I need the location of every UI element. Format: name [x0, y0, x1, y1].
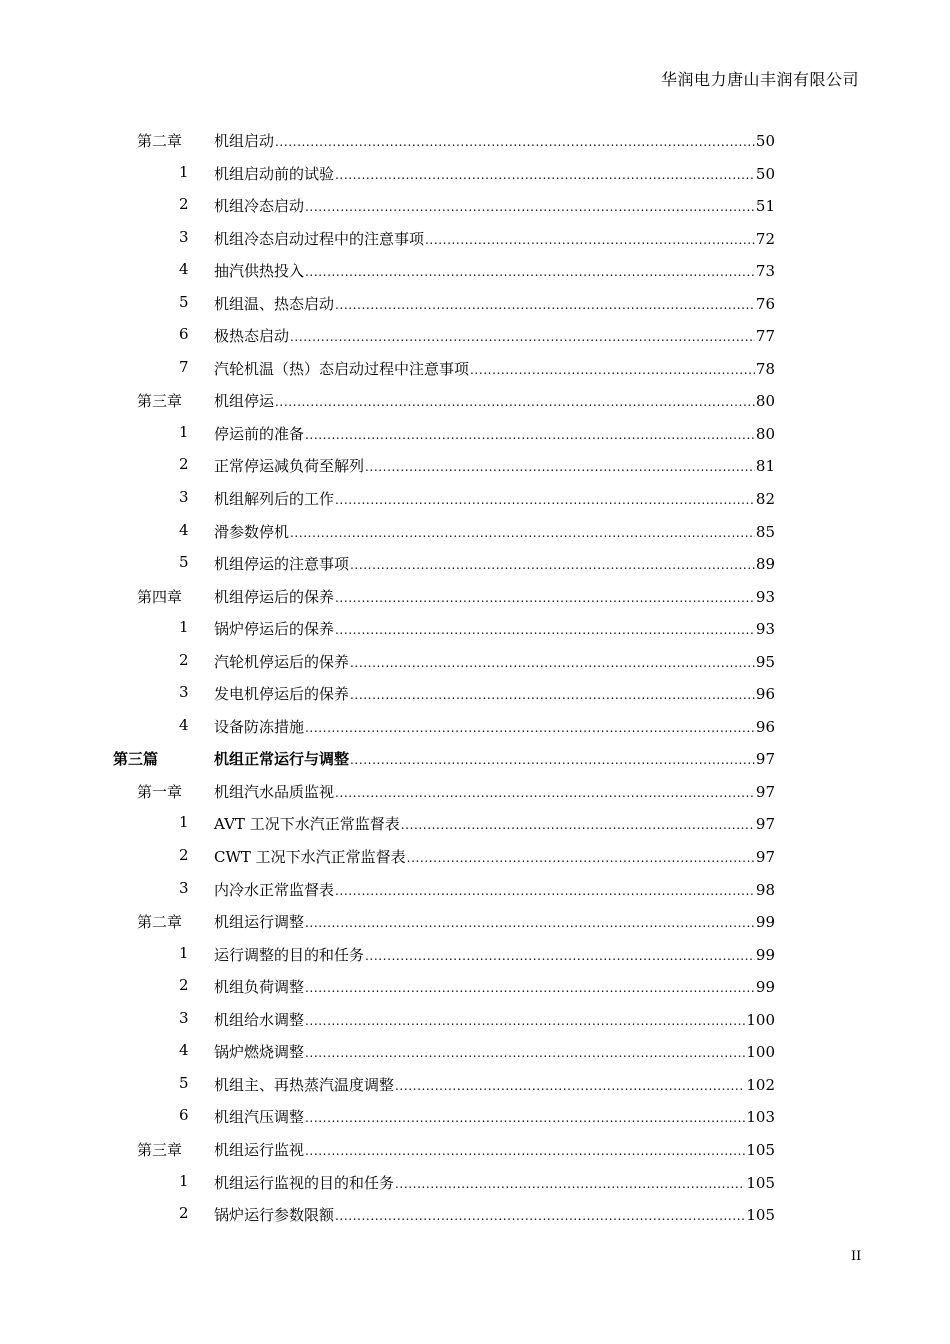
toc-entry-page: 78: [755, 359, 775, 378]
dot-leader: [395, 1176, 745, 1191]
dot-leader: [335, 1208, 745, 1223]
toc-entry-line: [214, 683, 775, 704]
toc-entry-number: 第三章: [137, 392, 183, 411]
toc-entry-title: 抽汽供热投入: [214, 262, 305, 281]
toc-entry-line: [214, 228, 775, 249]
toc-entry-title: 机组主、再热蒸汽温度调整: [214, 1075, 395, 1094]
toc-entry-number: 2: [179, 976, 189, 995]
toc-entry-number: 第一章: [137, 782, 183, 801]
toc-entry-line: [214, 553, 775, 574]
toc-entry-title: 锅炉停运后的保养: [214, 620, 335, 639]
dot-leader: [290, 329, 755, 344]
toc-entry[interactable]: [0, 515, 950, 548]
dot-leader: [335, 167, 755, 182]
toc-entry-title: 机组运行调整: [214, 913, 305, 932]
toc-entry-line: [214, 846, 775, 867]
dot-leader: [365, 948, 755, 963]
toc-entry-title: 设备防冻措施: [214, 717, 305, 736]
toc-entry-page: 50: [755, 164, 775, 183]
toc-entry-page: 81: [755, 457, 775, 476]
toc-entry-title: 机组停运的注意事项: [214, 555, 350, 574]
toc-entry-title: 机组正常运行与调整: [214, 750, 350, 769]
toc-entry[interactable]: [0, 1133, 950, 1166]
toc-entry-page: 50: [755, 132, 775, 150]
toc-entry[interactable]: [0, 417, 950, 450]
toc-entry-page: 100: [746, 1010, 775, 1029]
dot-leader: [350, 752, 755, 767]
toc-entry-number: 3: [179, 1008, 189, 1027]
toc-entry-number: 1: [179, 618, 189, 637]
toc-entry-number: 第三章: [137, 1140, 183, 1159]
toc-entry[interactable]: [0, 1198, 950, 1231]
toc-entry-page: 93: [755, 620, 775, 639]
dot-leader: [470, 362, 755, 377]
toc-entry-page: 76: [755, 294, 775, 313]
toc-entry-title: 机组冷态启动: [214, 197, 305, 216]
toc-entry[interactable]: [0, 319, 950, 352]
toc-entry-title: 机组给水调整: [214, 1010, 305, 1029]
toc-entry-number: 2: [179, 650, 189, 669]
toc-entry[interactable]: [0, 254, 950, 287]
toc-entry[interactable]: [0, 157, 950, 190]
toc-entry-number: 5: [179, 553, 189, 572]
dot-leader: [305, 915, 755, 930]
toc-entry-title: 机组运行监视的目的和任务: [214, 1173, 395, 1192]
toc-entry-page: 100: [746, 1043, 775, 1062]
dot-leader: [365, 459, 755, 474]
toc-entry-line: [214, 586, 775, 607]
toc-entry-number: 第二章: [137, 913, 183, 932]
toc-entry-line: [214, 1009, 775, 1030]
toc-entry[interactable]: [0, 710, 950, 743]
toc-entry-number: 1: [179, 1171, 189, 1190]
toc-entry-line: [214, 651, 775, 672]
toc-entry[interactable]: [0, 807, 950, 840]
toc-entry-title: 停运前的准备: [214, 424, 305, 443]
dot-leader: [425, 232, 755, 247]
toc-entry-title: 锅炉燃烧调整: [214, 1043, 305, 1062]
toc-entry-title: 机组停运后的保养: [214, 587, 335, 606]
toc-entry[interactable]: [0, 124, 950, 157]
toc-entry[interactable]: [0, 384, 950, 417]
toc-entry-page: 77: [755, 327, 775, 346]
toc-entry-page: 99: [755, 945, 775, 964]
toc-entry-line: [214, 976, 775, 997]
toc-entry[interactable]: [0, 449, 950, 482]
toc-entry-title: 锅炉运行参数限额: [214, 1206, 335, 1225]
toc-entry-page: 97: [755, 782, 775, 801]
dot-leader: [335, 785, 755, 800]
toc-entry-title: 汽轮机停运后的保养: [214, 652, 350, 671]
toc-entry-line: [214, 423, 775, 444]
toc-entry-line: [214, 488, 775, 509]
toc-entry[interactable]: [0, 222, 950, 255]
toc-entry-line: [214, 260, 775, 281]
toc-entry-page: 105: [746, 1173, 775, 1192]
toc-entry-title: 正常停运减负荷至解列: [214, 457, 365, 476]
toc-entry-line: [214, 1106, 775, 1127]
toc-entry-title: 机组解列后的工作: [214, 490, 335, 509]
toc-entry-line: [214, 1041, 775, 1062]
toc-entry-number: 第四章: [137, 587, 183, 606]
toc-entry[interactable]: [0, 612, 950, 645]
toc-entry-number: 6: [179, 325, 189, 344]
toc-entry-number: 4: [179, 715, 189, 734]
toc-entry-number: 3: [179, 878, 189, 897]
toc-entry-title: 机组汽水品质监视: [214, 782, 335, 801]
dot-leader: [305, 980, 755, 995]
toc-entry-line: [214, 163, 775, 184]
toc-entry-number: 4: [179, 260, 189, 279]
toc-entry-page: 82: [755, 490, 775, 509]
toc-entry-title: CWT 工况下水汽正常监督表: [214, 848, 406, 867]
toc-entry-page: 97: [755, 750, 775, 769]
company-header: 华润电力唐山丰润有限公司: [660, 70, 859, 89]
toc-entry-number: 5: [179, 292, 189, 311]
toc-entry[interactable]: [0, 1035, 950, 1068]
dot-leader: [305, 1110, 745, 1125]
toc-entry[interactable]: [0, 873, 950, 906]
toc-entry-number: 2: [179, 455, 189, 474]
toc-entry-line: [214, 813, 775, 834]
dot-leader: [275, 134, 755, 149]
toc-entry-page: 97: [755, 848, 775, 867]
toc-entry[interactable]: [0, 352, 950, 385]
toc-entry-title: 机组停运: [214, 392, 275, 411]
toc-entry-page: 105: [746, 1140, 775, 1159]
toc-entry[interactable]: [0, 645, 950, 678]
toc-entry-title: 极热态启动: [214, 327, 290, 346]
toc-entry-line: [214, 1204, 775, 1225]
toc-entry-line: [214, 195, 775, 216]
toc-entry-page: 97: [755, 815, 775, 834]
page-number: II: [851, 1249, 862, 1264]
toc-entry-number: 2: [179, 846, 189, 865]
toc-entry-line: [214, 1074, 775, 1095]
toc-entry-number: 5: [179, 1073, 189, 1092]
toc-entry-number: 1: [179, 943, 189, 962]
toc-entry-line: [214, 521, 775, 542]
toc-entry-line: [214, 455, 775, 476]
toc-entry-title: 运行调整的目的和任务: [214, 945, 365, 964]
toc-entry-line: [214, 716, 775, 737]
toc-entry-number: 4: [179, 520, 189, 539]
toc-entry-line: [214, 1139, 775, 1160]
toc-entry[interactable]: [0, 775, 950, 808]
toc-entry-title: 机组冷态启动过程中的注意事项: [214, 229, 425, 248]
toc-entry-number: 第三篇: [113, 750, 159, 769]
toc-entry[interactable]: [0, 742, 950, 775]
toc-entry-page: 93: [755, 587, 775, 606]
toc-entry-number: 1: [179, 162, 189, 181]
toc-entry[interactable]: [0, 938, 950, 971]
toc-entry-number: 7: [179, 357, 189, 376]
dot-leader: [407, 850, 755, 865]
toc-entry-line: [214, 879, 775, 900]
dot-leader: [305, 720, 755, 735]
dot-leader: [335, 622, 755, 637]
toc-entry-line: [214, 390, 775, 411]
toc-entry-number: 3: [179, 227, 189, 246]
dot-leader: [305, 1045, 745, 1060]
toc-entry-number: 2: [179, 195, 189, 214]
toc-entry-page: 105: [746, 1206, 775, 1225]
toc-entry-line: [214, 325, 775, 346]
toc-entry-number: 1: [179, 422, 189, 441]
toc-entry-page: 89: [755, 555, 775, 574]
toc-entry[interactable]: [0, 677, 950, 710]
toc-entry-line: [214, 748, 775, 769]
toc-entry-title: 机组运行监视: [214, 1140, 305, 1159]
toc-entry-number: 2: [179, 1204, 189, 1223]
toc-entry-page: 96: [755, 717, 775, 736]
dot-leader: [335, 492, 755, 507]
toc-entry-page: 103: [746, 1108, 775, 1127]
dot-leader: [305, 427, 755, 442]
toc-entry-line: [214, 781, 775, 802]
toc-entry[interactable]: [0, 580, 950, 613]
toc-entry[interactable]: [0, 840, 950, 873]
toc-entry-title: 汽轮机温（热）态启动过程中注意事项: [214, 359, 470, 378]
toc-entry-number: 1: [179, 813, 189, 832]
toc-entry-line: [214, 358, 775, 379]
toc-entry[interactable]: [0, 287, 950, 320]
toc-entry-title: 机组启动: [214, 132, 275, 150]
toc-entry-page: 96: [755, 685, 775, 704]
toc-entry-title: 滑参数停机: [214, 522, 290, 541]
dot-leader: [305, 199, 755, 214]
toc-entry-title: 机组温、热态启动: [214, 294, 335, 313]
toc-entry[interactable]: [0, 905, 950, 938]
toc-entry[interactable]: [0, 547, 950, 580]
toc-entry[interactable]: [0, 189, 950, 222]
toc-entry[interactable]: [0, 1003, 950, 1036]
toc-entry-page: 98: [755, 880, 775, 899]
toc-entry-line: [214, 1172, 775, 1193]
dot-leader: [335, 590, 755, 605]
dot-leader: [290, 525, 755, 540]
dot-leader: [305, 264, 755, 279]
toc-entry[interactable]: [0, 1068, 950, 1101]
toc-entry-page: 80: [755, 424, 775, 443]
dot-leader: [350, 687, 755, 702]
toc-entry-title: 机组汽压调整: [214, 1108, 305, 1127]
toc-entry-line: [214, 130, 775, 151]
toc-entry-line: [214, 911, 775, 932]
toc-entry-page: 102: [746, 1075, 775, 1094]
toc-entry-line: [214, 618, 775, 639]
toc-entry-page: 72: [755, 229, 775, 248]
toc-entry-page: 85: [755, 522, 775, 541]
dot-leader: [350, 557, 755, 572]
toc-entry-page: 99: [755, 978, 775, 997]
dot-leader: [305, 1013, 745, 1028]
toc-entry-title: 机组启动前的试验: [214, 164, 335, 183]
toc-entry-number: 3: [179, 683, 189, 702]
toc-entry[interactable]: [0, 970, 950, 1003]
toc-entry[interactable]: [0, 482, 950, 515]
toc-entry-title: 发电机停运后的保养: [214, 685, 350, 704]
toc-entry-number: 6: [179, 1106, 189, 1125]
toc-entry-page: 99: [755, 913, 775, 932]
table-of-contents: [0, 124, 950, 1231]
toc-entry-page: 73: [755, 262, 775, 281]
dot-leader: [401, 817, 755, 832]
toc-entry-number: 3: [179, 488, 189, 507]
dot-leader: [335, 297, 755, 312]
toc-entry[interactable]: [0, 1100, 950, 1133]
toc-entry-line: [214, 944, 775, 965]
toc-entry-page: 80: [755, 392, 775, 411]
toc-entry-title: 内冷水正常监督表: [214, 880, 335, 899]
toc-entry-number: 第二章: [137, 132, 183, 150]
toc-entry-page: 51: [755, 197, 775, 216]
toc-entry-number: 4: [179, 1041, 189, 1060]
toc-entry-page: 95: [755, 652, 775, 671]
toc-entry-title: 机组负荷调整: [214, 978, 305, 997]
dot-leader: [275, 394, 755, 409]
dot-leader: [335, 883, 755, 898]
dot-leader: [395, 1078, 745, 1093]
dot-leader: [305, 1143, 745, 1158]
toc-entry[interactable]: [0, 1166, 950, 1199]
dot-leader: [350, 655, 755, 670]
toc-entry-title: AVT 工况下水汽正常监督表: [214, 815, 400, 834]
toc-entry-line: [214, 293, 775, 314]
